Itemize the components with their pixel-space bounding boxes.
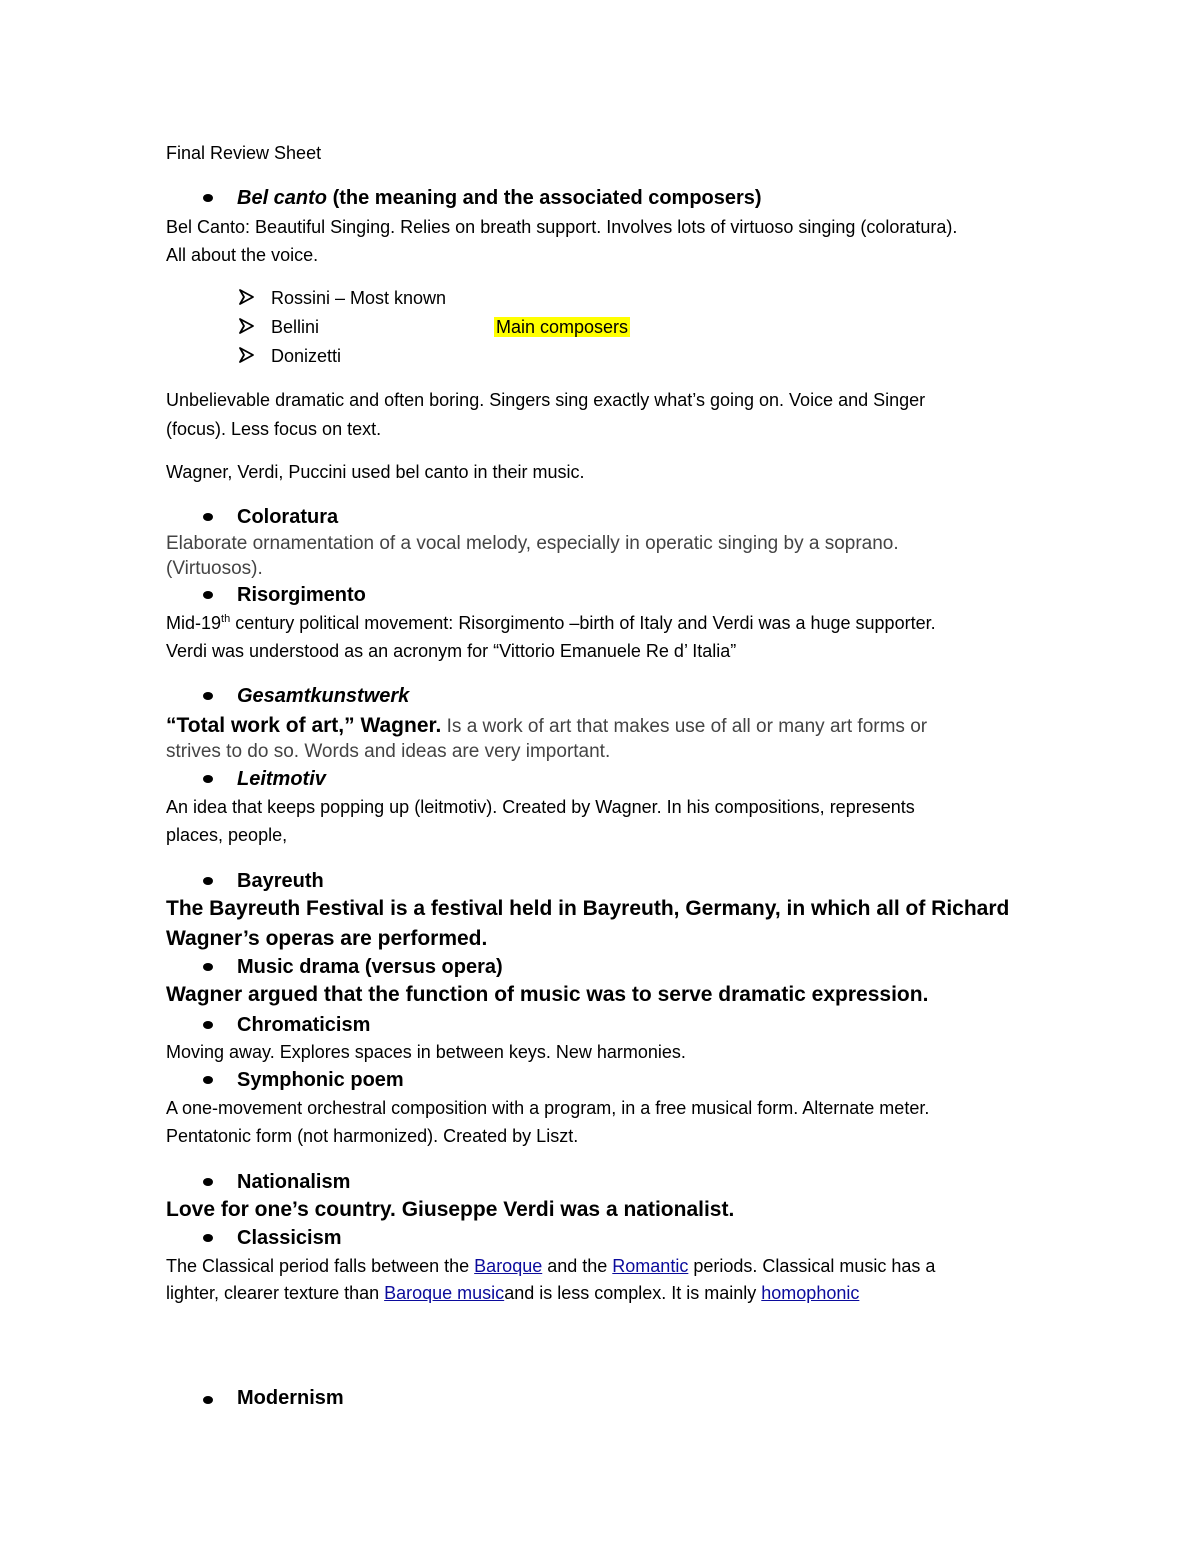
coloratura-line-1: Elaborate ornamentation of a vocal melody, especially in operatic singing by a soprano.: [166, 533, 899, 554]
music-drama-line-1: Wagner argued that the function of music was to serve dramatic expression.: [166, 983, 929, 1006]
composer-item: Rossini – Most known: [271, 288, 447, 308]
text-run: The Classical period falls between the: [166, 1256, 475, 1276]
section-heading-gesamtkunstwerk: Gesamtkunstwerk: [237, 685, 410, 707]
composer-item: Bellini: [271, 317, 320, 337]
symphonic-line-2: Pentatonic form (not harmonized). Created by Liszt.: [166, 1126, 579, 1146]
bullet-icon: [203, 963, 213, 971]
gesamt-line-1: [166, 713, 927, 739]
symphonic-line-1: A one-movement orchestral composition with a program, in a free musical form. Alternate meter.: [166, 1098, 930, 1118]
superscript: th: [221, 613, 231, 625]
bullet-icon: [203, 1178, 213, 1186]
link-baroque-music[interactable]: Baroque music: [384, 1283, 505, 1303]
highlight-note: [494, 316, 630, 338]
coloratura-line-2: (Virtuosos).: [166, 558, 263, 579]
bullet-icon: [203, 1021, 213, 1029]
section-heading-modernism: Modernism: [237, 1387, 344, 1409]
bel-canto-para-2: Wagner, Verdi, Puccini used bel canto in their music.: [166, 462, 585, 482]
bel-canto-para-1-line-2: (focus). Less focus on text.: [166, 419, 382, 439]
bullet-icon: [203, 1234, 213, 1242]
chromaticism-line-1: Moving away. Explores spaces in between keys. New harmonies.: [166, 1042, 686, 1062]
composer-item: Donizetti: [271, 346, 342, 366]
heading-term: Bel canto: [237, 187, 328, 209]
risorgimento-line-1: [166, 612, 936, 634]
link-homophonic[interactable]: homophonic: [761, 1283, 860, 1303]
arrow-bullet-icon: [238, 318, 254, 334]
leitmotiv-line-1: An idea that keeps popping up (leitmotiv). Created by Wagner. In his compositions, represents: [166, 797, 915, 817]
text-run: Mid-19: [166, 613, 222, 633]
text-run: periods. Classical music has a: [688, 1256, 936, 1276]
bullet-icon: [203, 692, 213, 700]
risorgimento-line-2: Verdi was understood as an acronym for “Vittorio Emanuele Re d’ Italia”: [166, 641, 737, 661]
section-heading-chromaticism: Chromaticism: [237, 1014, 371, 1036]
bel-canto-line-2: All about the voice.: [166, 245, 319, 265]
heading-rest: (the meaning and the associated composers): [327, 187, 762, 209]
text-run: century political movement: Risorgimento –birth of Italy and Verdi was a huge supporter.: [230, 613, 936, 633]
text-run: lighter, clearer texture than: [166, 1283, 385, 1303]
link-baroque[interactable]: Baroque: [474, 1256, 543, 1276]
bullet-icon: [203, 1076, 213, 1084]
classicism-line-2: [166, 1282, 859, 1304]
section-heading-classicism: Classicism: [237, 1227, 342, 1249]
bullet-icon: [203, 775, 213, 783]
bullet-icon: [203, 591, 213, 599]
bold-run: “Total work of art,” Wagner.: [166, 714, 442, 737]
section-heading-bayreuth: Bayreuth: [237, 870, 324, 892]
text-run: and the: [542, 1256, 613, 1276]
document-title: Final Review Sheet: [166, 143, 322, 163]
section-heading-coloratura: Coloratura: [237, 506, 339, 528]
text-run: and is less complex. It is mainly: [504, 1283, 762, 1303]
section-heading-music-drama: Music drama (versus opera): [237, 956, 503, 978]
leitmotiv-line-2: places, people,: [166, 825, 288, 845]
bel-canto-para-1-line-1: Unbelievable dramatic and often boring. Singers sing exactly what’s going on. Voice and Singer: [166, 390, 926, 410]
bel-canto-line-1: Bel Canto: Beautiful Singing. Relies on breath support. Involves lots of virtuoso singing (coloratura).: [166, 217, 958, 237]
section-heading-nationalism: Nationalism: [237, 1171, 351, 1193]
bullet-icon: [203, 877, 213, 885]
highlight-text: Main composers: [496, 317, 629, 337]
section-heading-bel-canto: [237, 186, 762, 210]
bayreuth-line-2: Wagner’s operas are performed.: [166, 927, 488, 950]
section-heading-leitmotiv: Leitmotiv: [237, 768, 326, 790]
nationalism-line-1: Love for one’s country. Giuseppe Verdi was a nationalist.: [166, 1198, 735, 1221]
bullet-icon: [203, 194, 213, 202]
link-romantic[interactable]: Romantic: [612, 1256, 689, 1276]
classicism-line-1: [166, 1255, 935, 1277]
section-heading-symphonic-poem: Symphonic poem: [237, 1069, 404, 1091]
bullet-icon: [203, 1396, 213, 1404]
bullet-icon: [203, 513, 213, 521]
bayreuth-line-1: The Bayreuth Festival is a festival held in Bayreuth, Germany, in which all of Richard: [166, 897, 1010, 920]
gesamt-line-2: strives to do so. Words and ideas are very important.: [166, 741, 611, 762]
arrow-bullet-icon: [238, 347, 254, 363]
text-run: Is a work of art that makes use of all or many art forms or: [441, 716, 928, 737]
section-heading-risorgimento: Risorgimento: [237, 584, 366, 606]
arrow-bullet-icon: [238, 289, 254, 305]
